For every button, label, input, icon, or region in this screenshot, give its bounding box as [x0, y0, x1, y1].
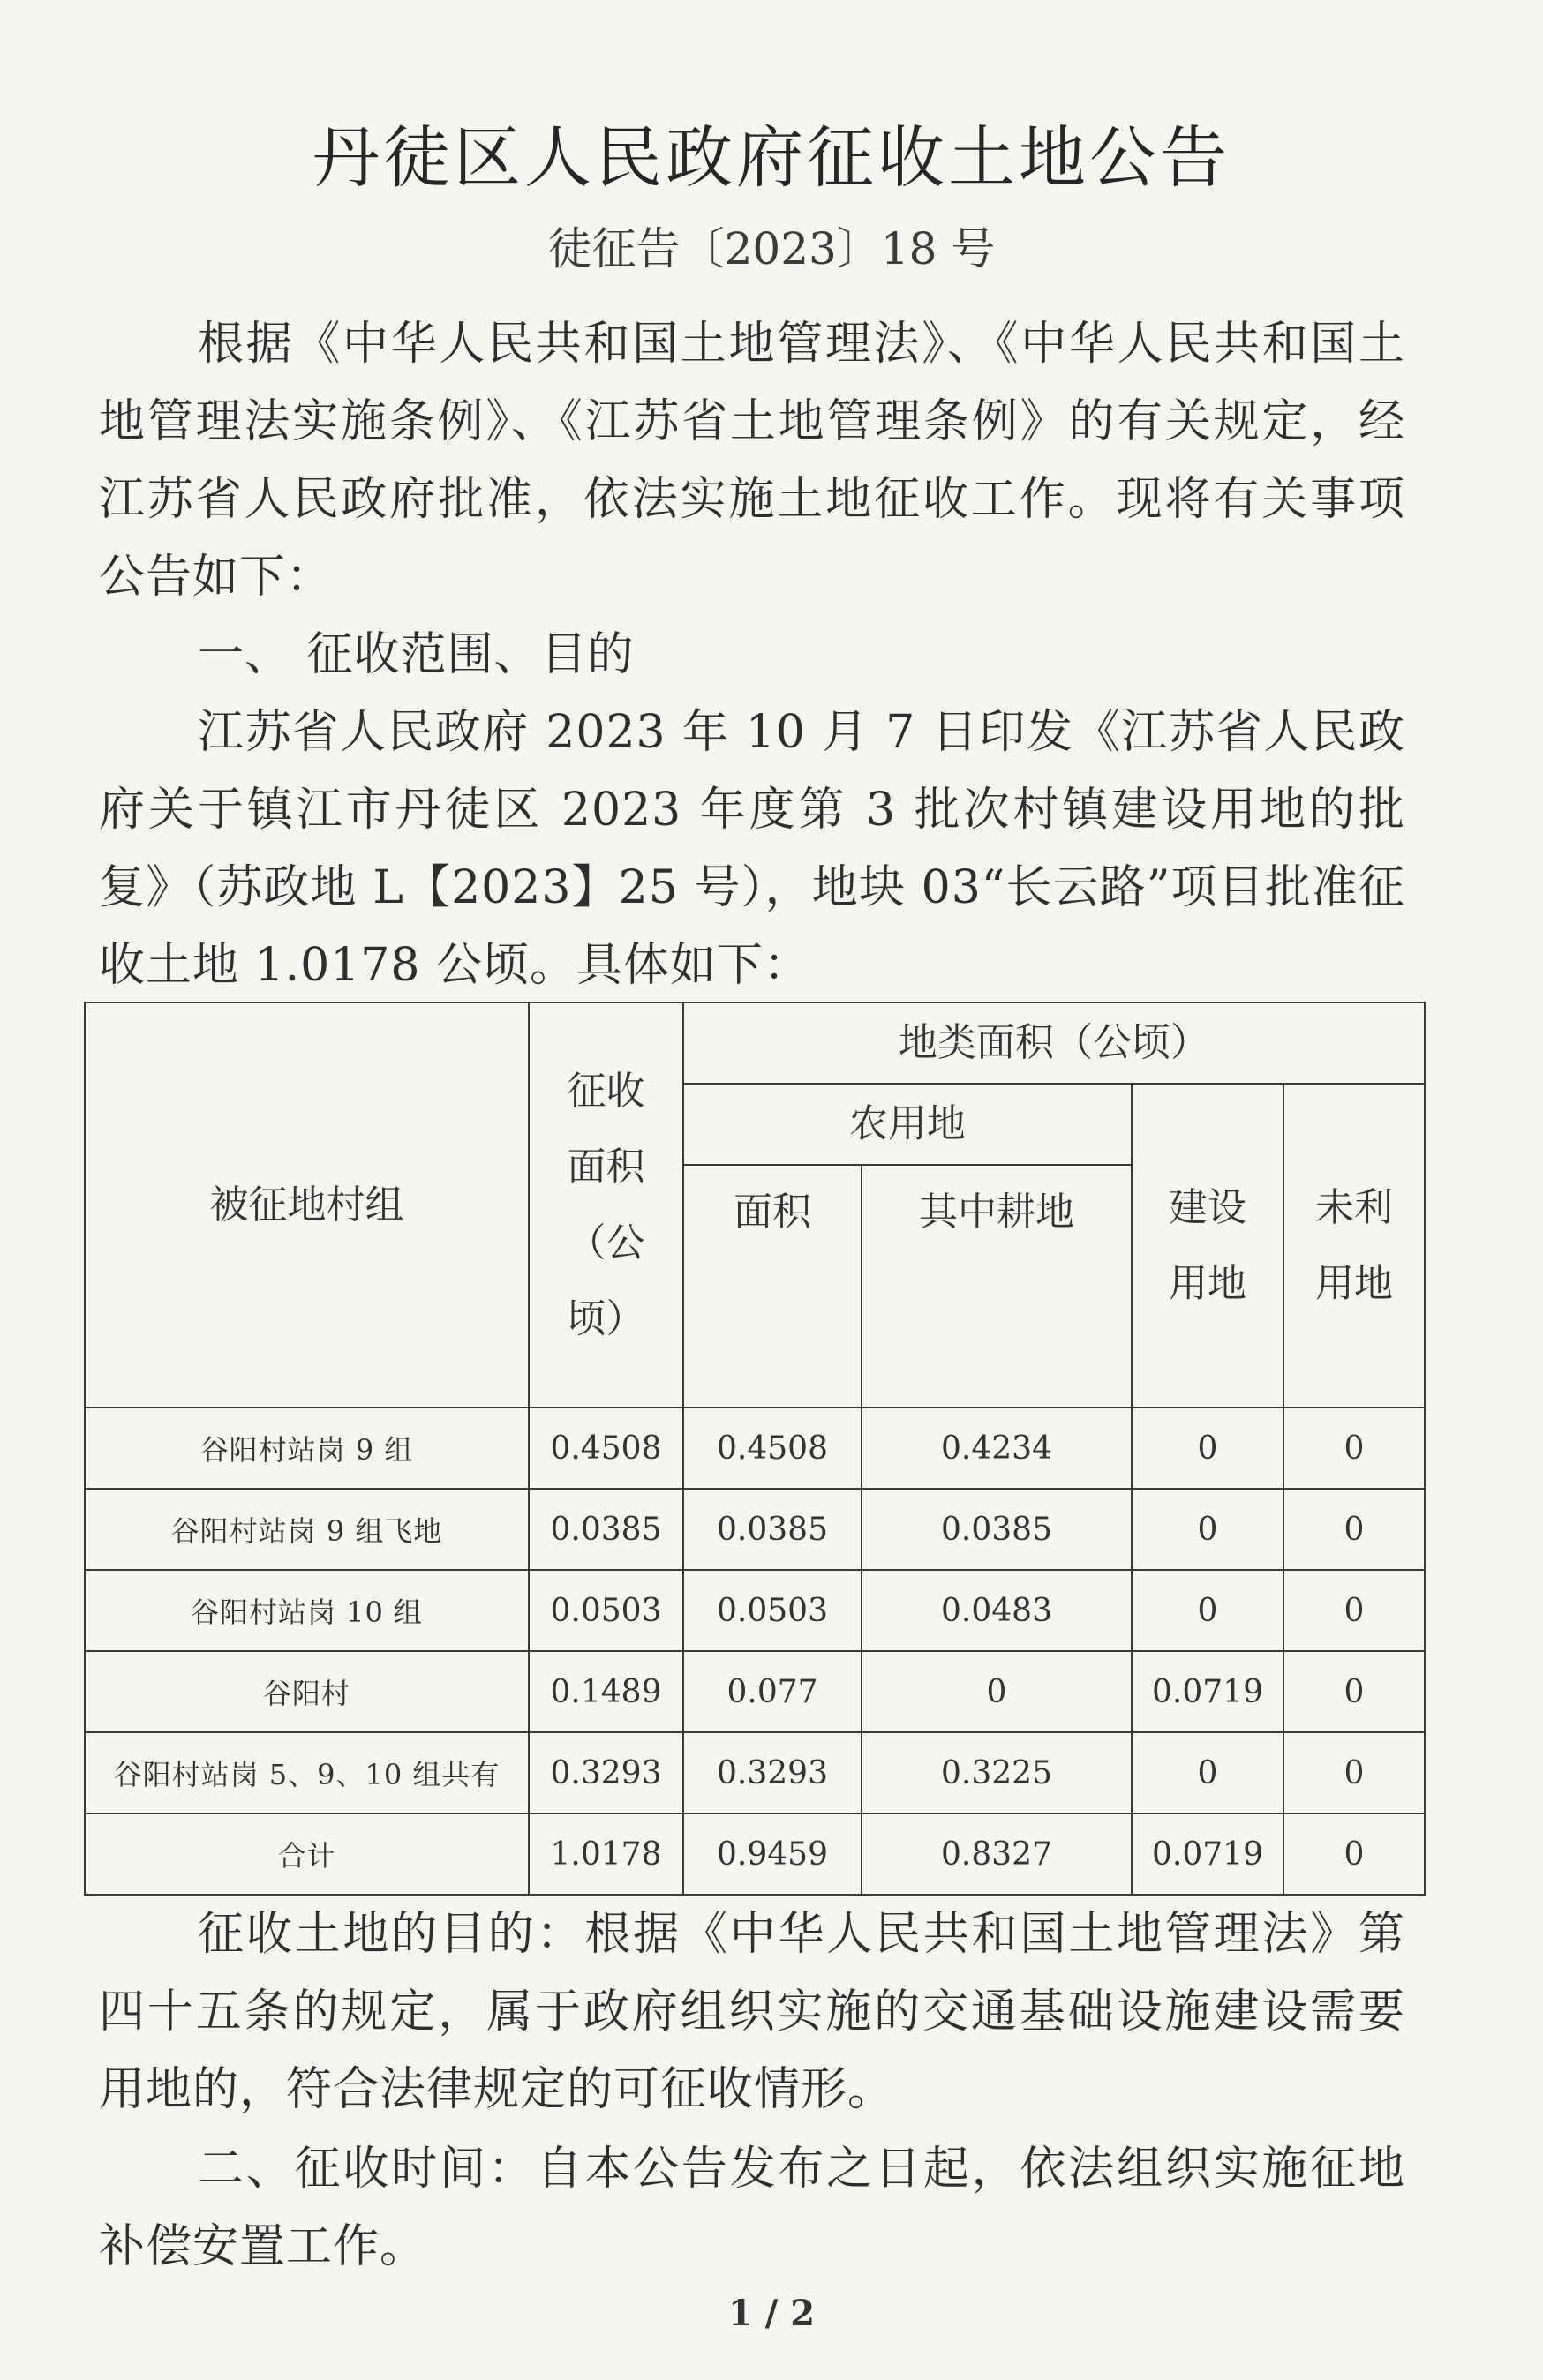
cell-unused: 0 — [1283, 1813, 1425, 1895]
cell-cultivated: 0.4234 — [862, 1408, 1132, 1489]
cell-construction: 0 — [1132, 1408, 1283, 1489]
page-number: 1 / 2 — [727, 2293, 816, 2334]
cell-total: 0.3293 — [529, 1732, 683, 1813]
document-number: 徒征告〔2023〕18 号 — [547, 223, 996, 274]
intro-paragraph: 根据《中华人民共和国土地管理法》、《中华人民共和国土地管理法实施条例》、《江苏省土地管理条例》的有关规定，经江苏省人民政府批准，依法实施土地征收工作。现将有关事项公告如下： — [99, 318, 1405, 604]
cell-unused: 0 — [1283, 1651, 1425, 1732]
header-area-total-text: 征收面积（公顷） — [567, 1068, 645, 1341]
cell-ag-area: 0.077 — [683, 1651, 862, 1732]
header-ag-area: 面积 — [683, 1165, 862, 1408]
document-title: 丹徒区人民政府征收土地公告 — [312, 118, 1231, 197]
cell-village: 合计 — [85, 1813, 529, 1895]
table-row — [85, 1651, 1425, 1732]
cell-cultivated: 0.3225 — [862, 1732, 1132, 1813]
section1-body: 江苏省人民政府 2023 年 10 月 7 日印发《江苏省人民政府关于镇江市丹徒区 2023 年度第 3 批次村镇建设用地的批复》（苏政地 L【2023】25 号），地块 03“长云路”项目批准征收土地 1.0178 公顷。具体如下： — [99, 706, 1405, 992]
cell-unused: 0 — [1283, 1489, 1425, 1570]
header-land-type-area: 地类面积（公顷） — [683, 1002, 1425, 1084]
table-row — [85, 1732, 1425, 1813]
cell-unused: 0 — [1283, 1732, 1425, 1813]
header-construction — [1132, 1084, 1283, 1408]
cell-village: 谷阳村站岗 9 组 — [85, 1408, 529, 1489]
cell-village: 谷阳村 — [85, 1651, 529, 1732]
cell-cultivated: 0 — [862, 1651, 1132, 1732]
cell-total: 0.1489 — [529, 1651, 683, 1732]
cell-village: 谷阳村站岗 10 组 — [85, 1570, 529, 1651]
cell-ag-area: 0.0503 — [683, 1570, 862, 1651]
cell-village: 谷阳村站岗 9 组飞地 — [85, 1489, 529, 1570]
cell-ag-area: 0.3293 — [683, 1732, 862, 1813]
cell-unused: 0 — [1283, 1408, 1425, 1489]
header-construction-text: 建设用地 — [1169, 1184, 1246, 1306]
cell-total: 1.0178 — [529, 1813, 683, 1895]
purpose-paragraph: 征收土地的目的：根据《中华人民共和国土地管理法》第四十五条的规定，属于政府组织实施的交通基础设施建设需要用地的，符合法律规定的可征收情形。 — [99, 1908, 1405, 2116]
header-area-total — [529, 1002, 683, 1408]
table-row — [85, 1408, 1425, 1489]
header-unused-text: 未利用地 — [1315, 1184, 1393, 1306]
header-unused — [1283, 1084, 1425, 1408]
header-village: 被征地村组 — [85, 1002, 529, 1408]
table-row — [85, 1570, 1425, 1651]
cell-construction: 0 — [1132, 1570, 1283, 1651]
land-acquisition-table — [84, 1002, 1426, 1896]
cell-cultivated: 0.8327 — [862, 1813, 1132, 1895]
cell-unused: 0 — [1283, 1570, 1425, 1651]
cell-cultivated: 0.0483 — [862, 1570, 1132, 1651]
header-cultivated: 其中耕地 — [862, 1165, 1132, 1408]
cell-ag-area: 0.4508 — [683, 1408, 862, 1489]
section2-paragraph: 二、征收时间：自本公告发布之日起，依法组织实施征地补偿安置工作。 — [99, 2143, 1405, 2273]
cell-total: 0.0503 — [529, 1570, 683, 1651]
cell-ag-area: 0.9459 — [683, 1813, 862, 1895]
header-agricultural: 农用地 — [683, 1084, 1132, 1165]
cell-total: 0.0385 — [529, 1489, 683, 1570]
section1-heading: 一、 征收范围、目的 — [198, 628, 635, 681]
cell-ag-area: 0.0385 — [683, 1489, 862, 1570]
cell-village: 谷阳村站岗 5、9、10 组共有 — [85, 1732, 529, 1813]
table-total-row — [85, 1813, 1425, 1895]
cell-total: 0.4508 — [529, 1408, 683, 1489]
table-row — [85, 1489, 1425, 1570]
cell-construction: 0.0719 — [1132, 1651, 1283, 1732]
cell-cultivated: 0.0385 — [862, 1489, 1132, 1570]
cell-construction: 0.0719 — [1132, 1813, 1283, 1895]
cell-construction: 0 — [1132, 1732, 1283, 1813]
cell-construction: 0 — [1132, 1489, 1283, 1570]
